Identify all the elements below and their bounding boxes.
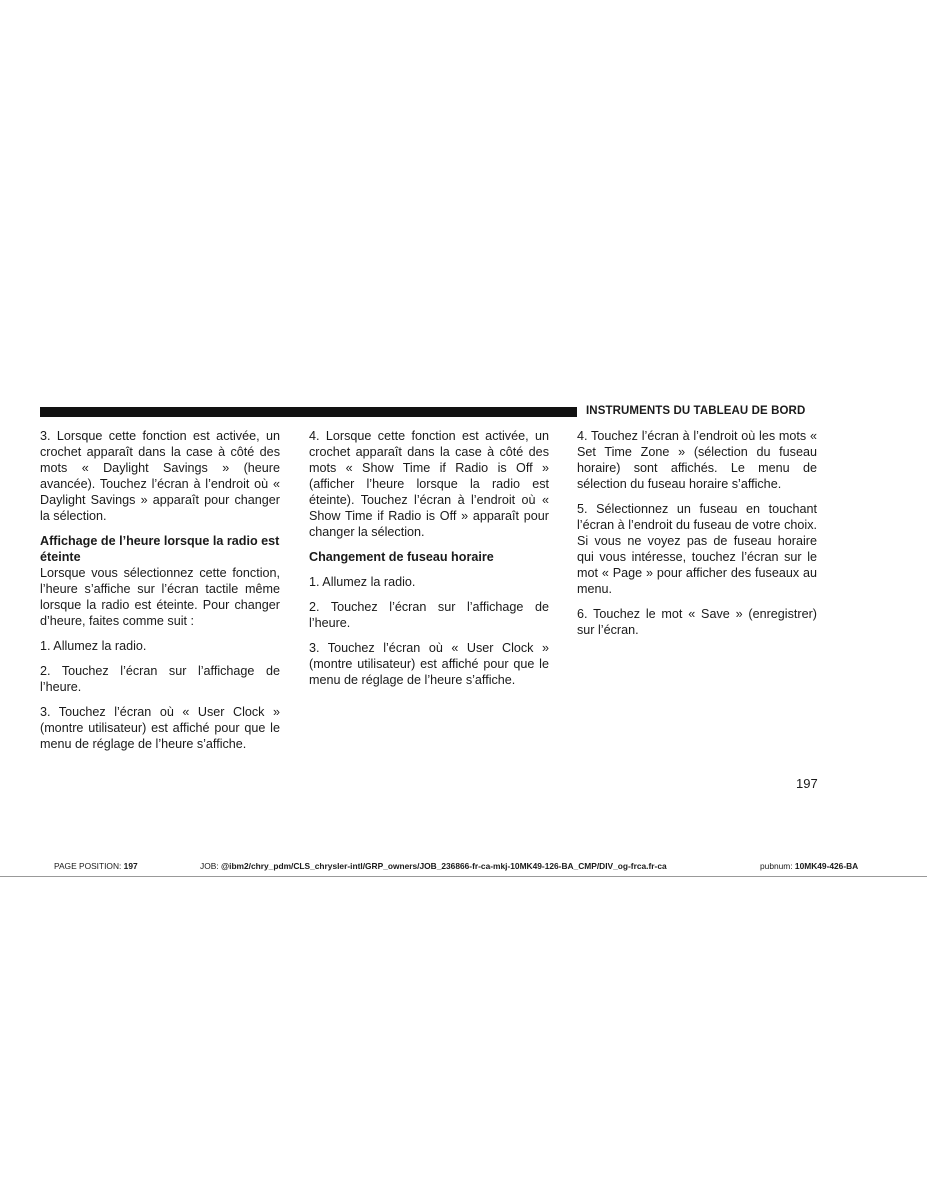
paragraph-time-display-intro: Lorsque vous sélectionnez cette fonction, l’heure s’affiche sur l’écran tactile même lorsque la radio est éteinte. Pour changer d’heure, faites comme suit : [40,566,280,628]
footer-pubnum-label: pubnum: [760,861,793,871]
text-column-1 [40,428,280,761]
footer-pubnum-value: 10MK49-426-BA [794,861,859,871]
step-turn-on-radio: 1. Allumez la radio. [309,575,416,589]
step-touch-user-clock: 3. Touchez l’écran où « User Clock » (montre utilisateur) est affiché pour que le menu de réglage de l’heure s’affiche. [40,705,280,751]
footer-job-label: JOB: [200,861,219,871]
footer-position-value: 197 [123,861,138,871]
text-column-2 [309,428,549,697]
footer-job [200,861,667,871]
step-turn-on-radio: 1. Allumez la radio. [40,639,147,653]
paragraph-daylight-savings: 3. Lorsque cette fonction est activée, un crochet apparaît dans la case à côté des mots « Daylight Savings » (heure avancée). Touchez l’écran à l’endroit où « Daylight Savings » apparaît pour changer la sélection. [40,429,280,523]
step-set-time-zone: 4. Touchez l’écran à l’endroit où les mots « Set Time Zone » (sélection du fuseau horaire) sont affichés. Le menu de sélection du fuseau horaire s’affiche. [577,429,817,491]
footer-position-label: PAGE POSITION: [54,861,122,871]
page-number: 197 [796,776,818,791]
step-select-zone: 5. Sélectionnez un fuseau en touchant l’écran à l’endroit du fuseau de votre choix. Si vous ne voyez pas de fuseau horaire qui vous intéresse, touchez l’écran sur le mot « Page » pour afficher des fuseaux au menu. [577,502,817,596]
footer-page-position [54,861,138,871]
section-header-bar [40,407,577,417]
footer-divider [0,876,927,877]
step-save: 6. Touchez le mot « Save » (enregistrer) sur l’écran. [577,607,817,637]
footer-pubnum [760,861,858,871]
step-touch-user-clock: 3. Touchez l’écran où « User Clock » (montre utilisateur) est affiché pour que le menu de réglage de l’heure s’affiche. [309,641,549,687]
step-touch-time-display: 2. Touchez l’écran sur l’affichage de l’heure. [309,600,549,630]
heading-time-display-radio-off: Affichage de l’heure lorsque la radio est éteinte [40,534,280,564]
text-column-3 [577,428,817,647]
paragraph-show-time-radio-off: 4. Lorsque cette fonction est activée, un crochet apparaît dans la case à côté des mots « Show Time if Radio is Off » (afficher l’heure lorsque la radio est éteinte). Touchez l’écran à l’endroit où « Show Time if Radio is Off » apparaît pour changer la sélection. [309,429,549,539]
section-title: INSTRUMENTS DU TABLEAU DE BORD [586,405,806,417]
step-touch-time-display: 2. Touchez l’écran sur l’affichage de l’heure. [40,664,280,694]
heading-time-zone-change: Changement de fuseau horaire [309,550,494,564]
footer-job-value: @ibm2/chry_pdm/CLS_chrysler-intl/GRP_owners/JOB_236866-fr-ca-mkj-10MK49-126-BA_CMP/DIV_og-frca.fr-ca [220,861,667,871]
